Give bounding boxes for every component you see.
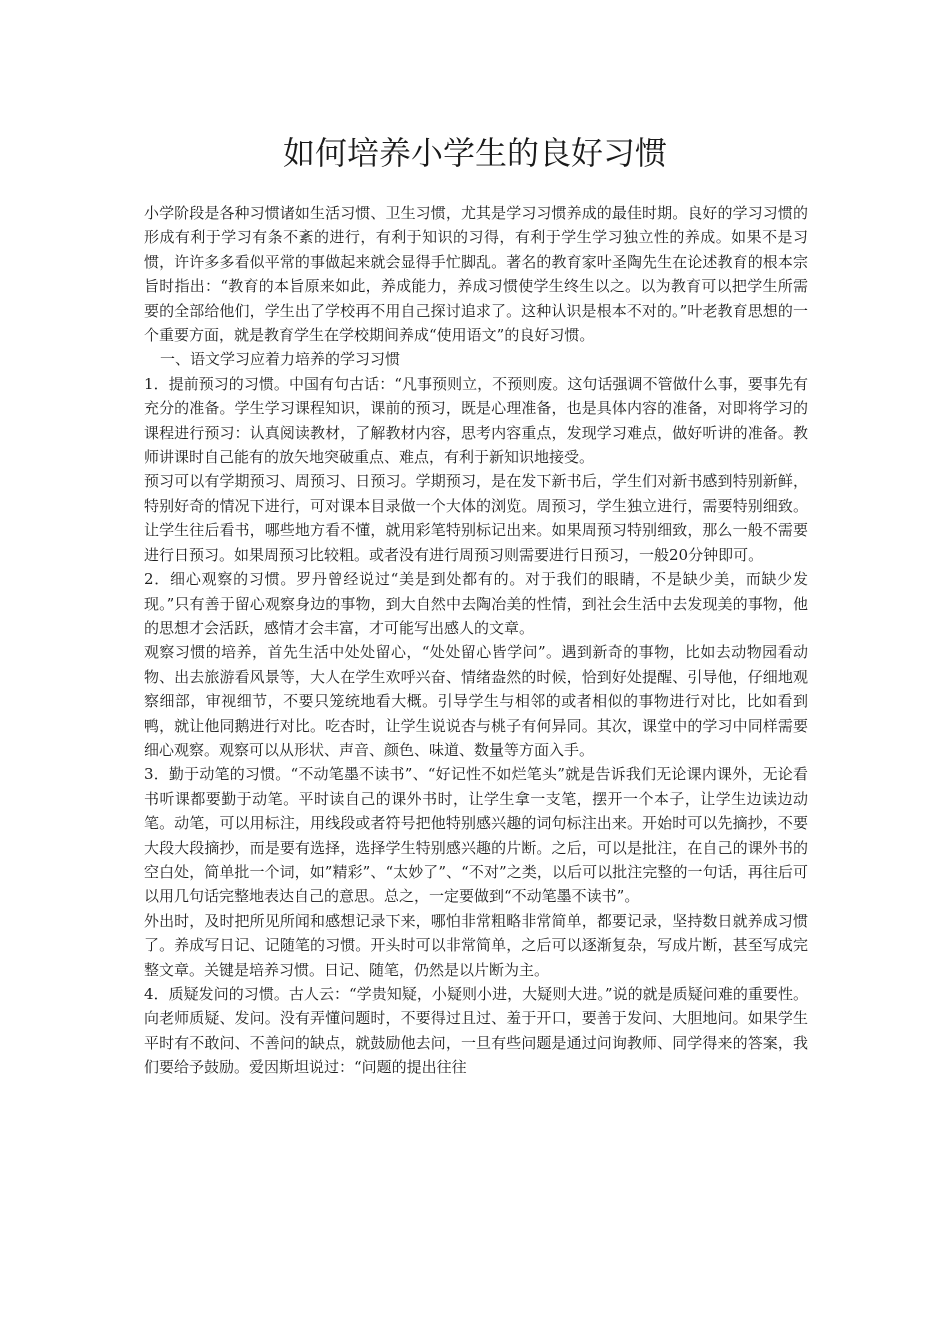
paragraph-observation-habit: 2．细心观察的习惯。罗丹曾经说过“美是到处都有的。对于我们的眼睛，不是缺少美，而缺少发现。”只有善于留心观察身边的事物，到大自然中去陶冶美的性情，到社会生活中去发现美的事物，他的思想才会活跃，感情才会丰富，才可能写出感人的文章。 bbox=[144, 570, 808, 637]
paragraph-intro: 小学阶段是各种习惯诸如生活习惯、卫生习惯，尤其是学习习惯养成的最佳时期。良好的学习习惯的形成有利于学习有条不紊的进行，有利于知识的习得，有利于学生学习独立性的养成。如果不是习惯，许许多多看似平常的事做起来就会显得手忙脚乱。著名的教育家叶圣陶先生在论述教育的根本宗旨时指出：“教育的本旨原来如此，养成能力，养成习惯使学生终生以之。以为教育可以把学生所需要的全部给他们，学生出了学校再不用自己探讨追求了。这种认识是根本不对的。”叶老教育思想的一个重要方面，就是教育学生在学校期间养成“使用语文”的良好习惯。 bbox=[144, 204, 808, 345]
paragraph-preview-types: 预习可以有学期预习、周预习、日预习。学期预习，是在发下新书后，学生们对新书感到特别新鲜，特别好奇的情况下进行，可对课本目录做一个大体的浏览。周预习，学生独立进行，需要特别细致。让学生往后看书，哪些地方看不懂，就用彩笔特别标记出来。如果周预习特别细致，那么一般不需要进行日预习。如果周预习比较粗。或者没有进行周预习则需要进行日预习，一般20分钟即可。 bbox=[144, 472, 808, 564]
paragraph-questioning-habit: 4．质疑发问的习惯。古人云：“学贵知疑，小疑则小进，大疑则大进。”说的就是质疑问难的重要性。向老师质疑、发问。没有弄懂问题时，不要得过且过、羞于开口，要善于发问、大胆地问。如果学生平时有不敢问、不善问的缺点，就鼓励他去问，一旦有些问题是通过问询教师、同学得来的答案，我们要给予鼓励。爱因斯坦说过：“问题的提出往往 bbox=[144, 985, 808, 1077]
paragraph-writing-habit: 3．勤于动笔的习惯。“不动笔墨不读书”、“好记性不如烂笔头”就是告诉我们无论课内课外，无论看书听课都要勤于动笔。平时读自己的课外书时，让学生拿一支笔，摆开一个本子，让学生边读边动笔。动笔，可以用标注，用线段或者符号把他特别感兴趣的词句标注出来。开始时可以先摘抄，不要大段大段摘抄，而是要有选择，选择学生特别感兴趣的片断。之后，可以是批注，在自己的课外书的空白处，简单批一个词，如”精彩”、“太妙了”、“不对”之类，以后可以批注完整的一句话，再往后可以用几句话完整地表达自己的意思。总之，一定要做到“不动笔墨不读书”。 bbox=[144, 765, 808, 906]
paragraph-writing-outdoors: 外出时，及时把所见所闻和感想记录下来，哪怕非常粗略非常简单，都要记录，坚持数日就养成习惯了。养成写日记、记随笔的习惯。开头时可以非常简单，之后可以逐渐复杂，写成片断，甚至写成完整文章。关键是培养习惯。日记、随笔，仍然是以片断为主。 bbox=[144, 911, 808, 979]
section-heading: 一、语文学习应着力培养的学习习惯 bbox=[160, 350, 401, 369]
document-body bbox=[144, 201, 808, 1080]
document-title: 如何培养小学生的良好习惯 bbox=[282, 134, 667, 172]
paragraph-observation-training: 观察习惯的培养，首先生活中处处留心，“处处留心皆学问”。遇到新奇的事物，比如去动物园看动物、出去旅游看风景等，大人在学生欢呼兴奋、情绪盎然的时候，恰到好处提醒、引导他，仔细地观察细部，审视细节，不要只笼统地看大概。引导学生与相邻的或者相似的事物进行对比，比如看到鸭，就让他同鹅进行对比。吃杏时，让学生说说杏与桃子有何异同。其次，课堂中的学习中同样需要细心观察。观察可以从形状、声音、颜色、味道、数量等方面入手。 bbox=[144, 643, 808, 759]
paragraph-preview-habit: 1．提前预习的习惯。中国有句古话：“凡事预则立，不预则废。这句话强调不管做什么事，要事先有充分的准备。学生学习课程知识，课前的预习，既是心理准备，也是具体内容的准备，对即将学习的课程进行预习：认真阅读教材，了解教材内容，思考内容重点，发现学习难点，做好听讲的准备。教师讲课时自己能有的放矢地突破重点、难点，有利于新知识地接受。 bbox=[144, 374, 808, 467]
